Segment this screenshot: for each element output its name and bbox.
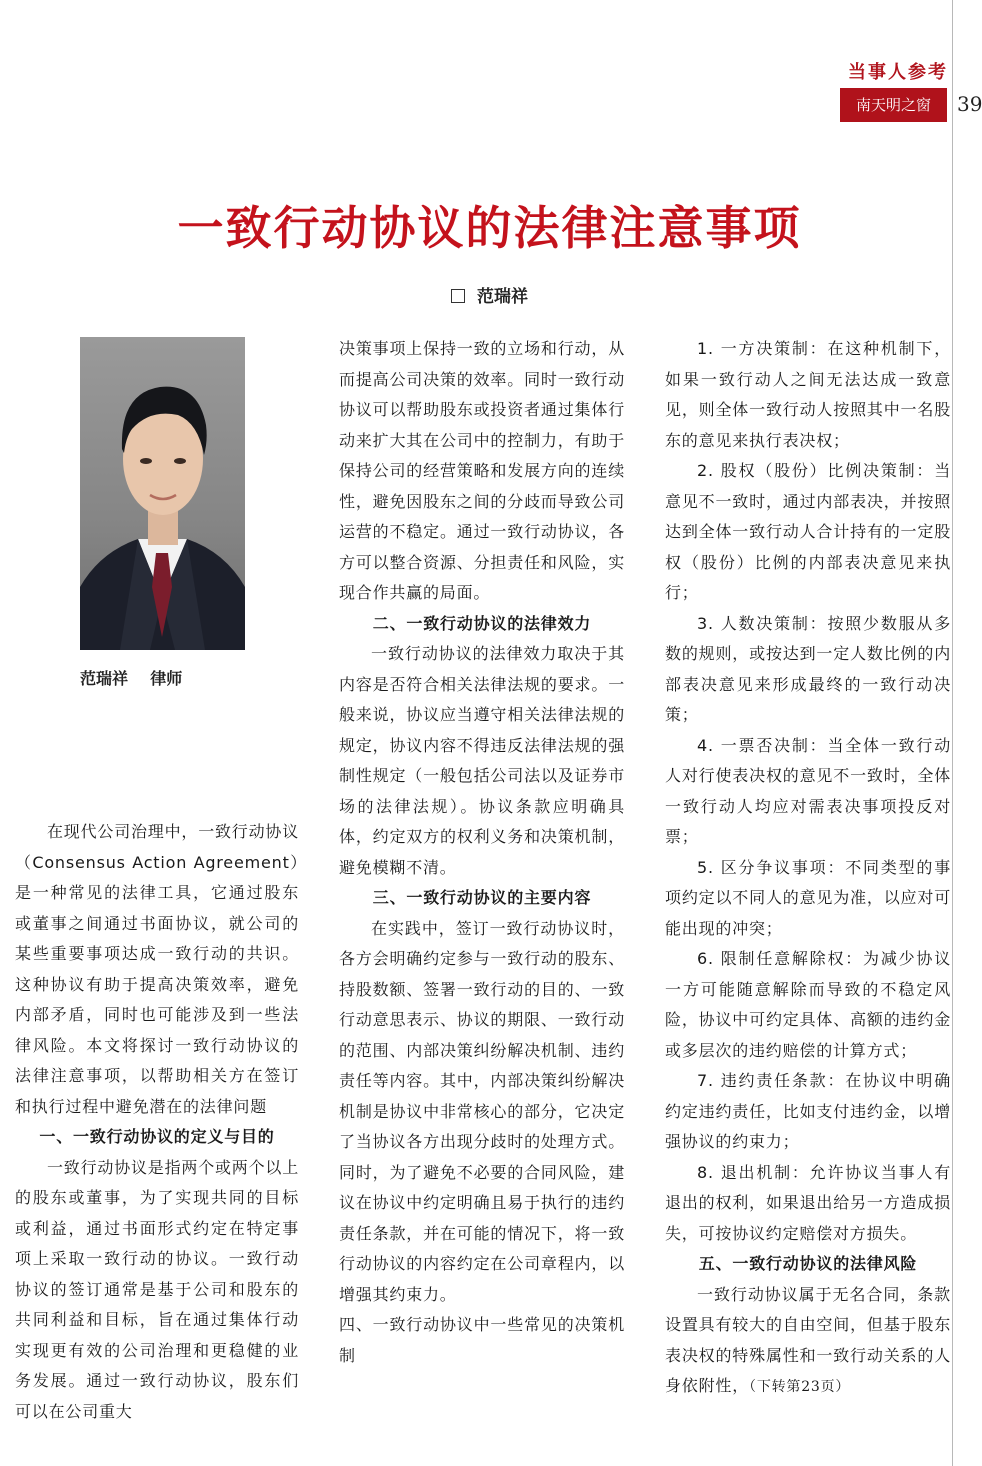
continued-note: （下转第23页） bbox=[749, 1379, 851, 1395]
list-item: 7. 违约责任条款：在协议中明确约定违约责任，比如支付违约金，以增强协议的约束力； bbox=[665, 1071, 951, 1151]
paragraph bbox=[665, 1280, 951, 1403]
section-tag: 南天明之窗 bbox=[840, 88, 947, 122]
column-1 bbox=[15, 817, 299, 1427]
list-item: 3. 人数决策制：按照少数服从多数的规则，或按达到一定人数比例的内部表决意见来形成最终的一致行动决策； bbox=[665, 613, 951, 724]
list-item: 2. 股权（股份）比例决策制：当意见不一致时，通过内部表决，并按照达到全体一致行动人合计持有的一定股权（股份）比例的内部表决意见来执行； bbox=[665, 461, 951, 602]
paragraph: 一致行动协议是指两个或两个以上的股东或董事，为了实现共同的目标或利益，通过书面形式约定在特定事项上采取一致行动的协议。一致行动协议的签订通常是基于公司和股东的共同利益和目标，旨在通过集体行动实现更有效的公司治理和更稳健的业务发展。通过一致行动协议，股东们可以在公司重大 bbox=[15, 1157, 300, 1421]
list-item: 6. 限制任意解除权：为减少协议一方可能随意解除而导致的不稳定风险，协议中可约定具体、高额的违约金或多层次的违约赔偿的计算方式； bbox=[665, 949, 951, 1060]
paragraph: 决策事项上保持一致的立场和行动，从而提高公司决策的效率。同时一致行动协议可以帮助股东或投资者通过集体行动来扩大其在公司中的控制力，有助于保持公司的经营策略和发展方向的连续性，避免因股东之间的分歧而导致公司运营的不稳定。通过一致行动协议，各方可以整合资源、分担责任和风险，实现合作共赢的局面。 bbox=[339, 339, 625, 602]
author-name: 范瑞祥 bbox=[477, 287, 528, 307]
column-3 bbox=[665, 334, 951, 1403]
section-heading-1: 一、一致行动协议的定义与目的 bbox=[39, 1127, 275, 1146]
section-heading-3: 三、一致行动协议的主要内容 bbox=[372, 888, 592, 907]
section-heading-2: 二、一致行动协议的法律效力 bbox=[372, 613, 592, 633]
author-photo bbox=[80, 337, 245, 650]
list-item: 4. 一票否决制：当全体一致行动人对行使表决权的意见不一致时，全体一致行动人均应对需表决事项投反对票； bbox=[665, 735, 951, 846]
column-name: 当事人参考 bbox=[848, 62, 948, 83]
section-heading-4: 四、一致行动协议中一些常见的决策机制 bbox=[339, 1315, 625, 1365]
list-item: 5. 区分争议事项：不同类型的事项约定以不同人的意见为准，以应对可能出现的冲突； bbox=[665, 857, 951, 938]
section-heading-5: 五、一致行动协议的法律风险 bbox=[698, 1254, 918, 1273]
portrait-illustration bbox=[80, 337, 245, 650]
list-item: 1. 一方决策制：在这种机制下，如果一致行动人之间无法达成一致意见，则全体一致行动人按照其中一名股东的意见来执行表决权； bbox=[665, 339, 951, 450]
paragraph: 在实践中，签订一致行动协议时，各方会明确约定参与一致行动的股东、持股数额、签署一致行动的目的、一致行动意思表示、协议的期限、一致行动的范围、内部决策纠纷解决机制、违约责任等内容。其中，内部决策纠纷解决机制是协议中非常核心的部分，它决定了当协议各方出现分歧时的处理方式。同时，为了避免不必要的合同风险，建议在协议中约定明确且易于执行的违约责任条款，并在可能的情况下，将一致行动协议的内容约定在公司章程内，以增强其约束力。 bbox=[339, 918, 625, 1304]
author-line bbox=[0, 282, 979, 307]
photo-caption: 范瑞祥 律师 bbox=[80, 669, 183, 688]
paragraph-text: 一致行动协议属于无名合同，条款设置具有较大的自由空间，但基于股东表决权的特殊属性和一致行动关系的人身依附性， bbox=[665, 1284, 951, 1395]
paragraph: 一致行动协议的法律效力取决于其内容是否符合相关法律法规的要求。一般来说，协议应当遵守相关法律法规的规定，协议内容不得违反法律法规的强制性规定（一般包括公司法以及证券市场的法律法规）。协议条款应明确具体，约定双方的权利义务和决策机制，避免模糊不清。 bbox=[339, 644, 625, 877]
list-item: 8. 退出机制：允许协议当事人有退出的权利，如果退出给另一方造成损失，可按协议约定赔偿对方损失。 bbox=[665, 1162, 951, 1243]
intro-paragraph: 在现代公司治理中，一致行动协议（Consensus Action Agreement）是一种常见的法律工具，它通过股东或董事之间通过书面协议，就公司的某些重要事项达成一致行动的共识。这种协议有助于提高决策效率，避免内部矛盾，同时也可能涉及到一些法律风险。本文将探讨一致行动协议的法律注意事项，以帮助相关方在签订和执行过程中避免潜在的法律问题 bbox=[15, 822, 300, 1116]
column-2 bbox=[339, 334, 625, 1371]
article-title: 一致行动协议的法律注意事项 bbox=[177, 201, 802, 255]
square-icon bbox=[451, 289, 465, 303]
page-number: 39 bbox=[957, 92, 982, 116]
